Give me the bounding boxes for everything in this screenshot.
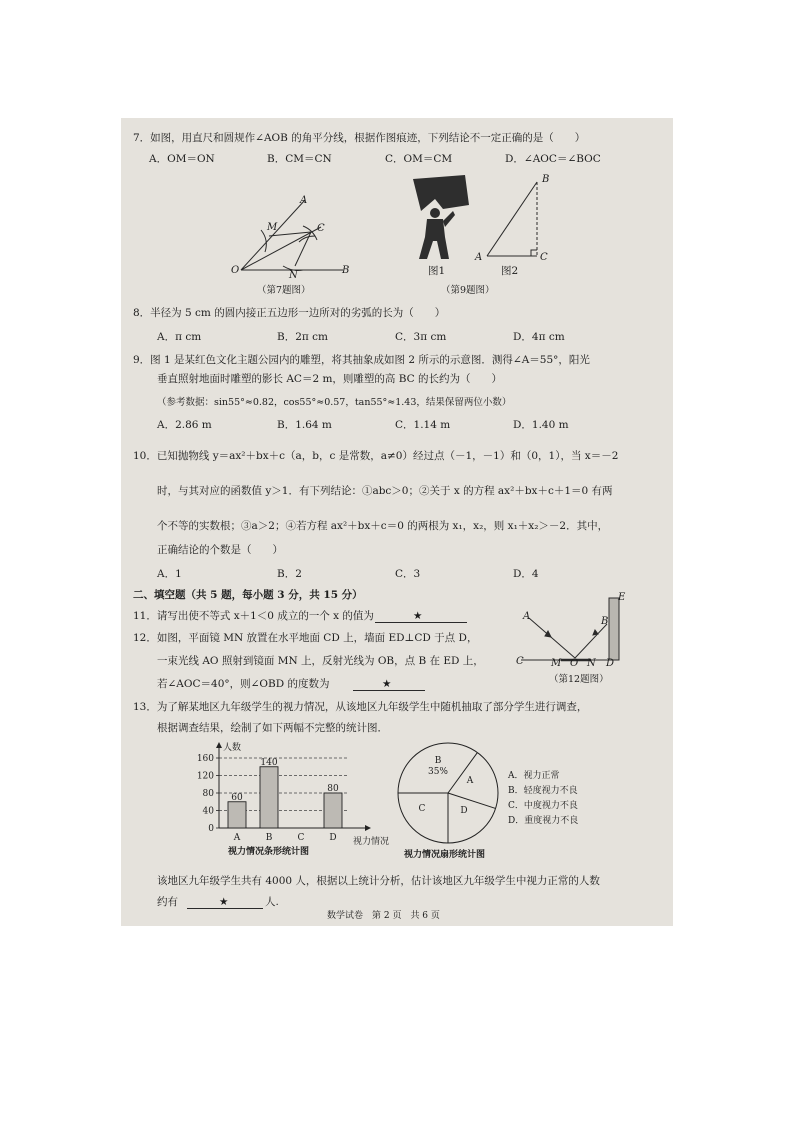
fig7-label-n: N — [289, 270, 298, 281]
fig9-caption: （第9题图） — [441, 285, 495, 296]
q9-option-d: D．1.40 m — [513, 419, 569, 431]
pie-legend-b: B．轻度视力不良 — [508, 786, 578, 796]
y-tick-label-40: 40 — [202, 806, 214, 817]
bar-value-label-B: 140 — [260, 757, 278, 768]
bar-chart-title: 视力情况条形统计图 — [228, 847, 310, 857]
q11-text: 11．请写出使不等式 x＋1＜0 成立的一个 x 的值为 — [133, 610, 374, 622]
pie-legend-c: C．中度视力不良 — [508, 801, 578, 811]
x-tick-label-C: C — [297, 833, 305, 843]
x-tick-label-B: B — [265, 833, 273, 843]
q8-stem: 8．半径为 5 cm 的圆内接正五边形一边所对的劣弧的长为（ ） — [133, 307, 446, 319]
fig7-label-c: C — [317, 223, 325, 234]
bar-value-label-D: 80 — [327, 784, 339, 794]
fig12-label-e: E — [618, 592, 626, 603]
q10-line4: 正确结论的个数是（ ） — [157, 544, 283, 556]
page-footer: 数学试卷 第 2 页 共 6 页 — [327, 911, 440, 921]
fig12-label-c: C — [516, 656, 524, 667]
fig7-caption: （第7题图） — [257, 285, 311, 296]
pie-slice-percent-B: 35% — [427, 767, 449, 777]
q13-line2: 根据调查结果，绘制了如下两幅不完整的统计图． — [157, 722, 388, 734]
y-axis-arrow — [216, 742, 222, 748]
bar-D — [324, 793, 342, 828]
x-tick-label-A: A — [233, 833, 241, 843]
fig7-label-o: O — [231, 265, 240, 276]
pie-legend-d: D．重度视力不良 — [508, 816, 579, 826]
pie-slice-label-B: B — [434, 756, 442, 766]
bar-chart — [193, 738, 393, 848]
q12-blank-star: ★ — [382, 678, 392, 690]
q10-option-a: A．1 — [157, 568, 182, 580]
q9-line2: 垂直照射地面时雕塑的影长 AC＝2 m，则雕塑的高 BC 的长约为（ ） — [157, 373, 503, 385]
q8-option-c: C．3π cm — [395, 331, 447, 343]
q10-option-c: C．3 — [395, 568, 421, 580]
q12-line3: 若∠AOC＝40°，则∠OBD 的度数为 — [157, 678, 330, 690]
q13-blank-star: ★ — [219, 896, 229, 908]
fig12-label-d: D — [606, 658, 615, 669]
bar-value-label-A: 60 — [231, 792, 243, 803]
q7-option-d: D．∠AOC＝∠BOC — [505, 153, 601, 165]
fig12-caption: （第12题图） — [549, 674, 609, 685]
q13-conclusion-suffix: 人. — [265, 896, 279, 908]
section2-title: 二、填空题（共 5 题，每小题 3 分，共 15 分） — [133, 589, 363, 601]
fig7-label-m: M — [267, 222, 278, 233]
pie-slice-label-D: D — [460, 806, 468, 816]
q9-option-c: C．1.14 m — [395, 419, 451, 431]
pie-chart-title: 视力情况扇形统计图 — [404, 850, 486, 860]
fig7-diagram — [239, 200, 359, 280]
q7-option-c: C．OM＝CM — [385, 153, 453, 165]
fig12-label-o: O — [570, 658, 579, 669]
q9-option-b: B．1.64 m — [277, 419, 332, 431]
fig12-diagram — [521, 596, 631, 666]
q10-option-d: D．4 — [513, 568, 539, 580]
fig7-label-b: B — [342, 265, 350, 276]
y-tick-label-160: 160 — [196, 754, 214, 764]
fig9-label-b: B — [542, 174, 550, 185]
q8-option-a: A．π cm — [157, 331, 202, 343]
pie-slice-label-C: C — [418, 804, 426, 814]
fig12-label-a: A — [523, 611, 531, 622]
q8-option-b: B．2π cm — [277, 331, 328, 343]
x-axis-label: 视力情况 — [353, 837, 390, 847]
q10-option-b: B．2 — [277, 568, 302, 580]
fig12-label-m: M — [551, 658, 562, 669]
q10-line3: 个不等的实数根；③a＞2；④若方程 ax²＋bx＋c＝0 的两根为 x₁，x₂，则 x₁＋x₂＞－2．其中， — [157, 520, 609, 532]
pie-divider-3 — [448, 793, 496, 808]
fig12-label-b: B — [601, 616, 609, 627]
q12-line1: 12．如图，平面镜 MN 放置在水平地面 CD 上，墙面 ED⊥CD 于点 D， — [133, 632, 478, 644]
pie-legend-a: A．视力正常 — [508, 771, 560, 781]
fig9-label-2: 图2 — [501, 265, 519, 277]
q7-option-b: B．CM＝CN — [267, 153, 332, 165]
x-axis-arrow — [365, 825, 371, 831]
q8-option-d: D．4π cm — [513, 331, 565, 343]
q10-line1: 10．已知抛物线 y＝ax²＋bx＋c（a，b，c 是常数，a≠0）经过点（－1，－1）和（0，1），当 x＝－2 — [133, 450, 619, 462]
statue-silhouette-image — [407, 175, 471, 261]
q7-option-a: A．OM＝ON — [149, 153, 215, 165]
q7-stem: 7．如图，用直尺和圆规作∠AOB 的角平分线，根据作图痕迹，下列结论不一定正确的是（ ） — [133, 132, 586, 144]
y-tick-label-0: 0 — [208, 824, 214, 834]
fig9-triangle — [485, 180, 545, 260]
q13-conclusion-prefix: 约有 — [157, 896, 178, 908]
fig9-label-a: A — [475, 252, 483, 263]
q10-line2: 时，与其对应的函数值 y＞1．有下列结论：①abc＞0；②关于 x 的方程 ax²＋bx＋c＋1＝0 有两 — [157, 485, 613, 497]
bar-B — [260, 767, 278, 828]
y-tick-label-120: 120 — [196, 771, 214, 782]
bar-A — [228, 802, 246, 828]
pie-chart — [393, 738, 503, 848]
fig7-label-a: A — [300, 195, 308, 206]
x-tick-label-D: D — [329, 833, 337, 843]
q9-option-a: A．2.86 m — [157, 419, 212, 431]
q11-blank-star: ★ — [413, 610, 423, 622]
q9-reference-data: （参考数据：sin55°≈0.82，cos55°≈0.57，tan55°≈1.43，结果保留两位小数） — [157, 397, 512, 408]
exam-page — [121, 118, 673, 926]
fig12-label-n: N — [587, 658, 596, 669]
q9-line1: 9．图 1 是某红色文化主题公园内的雕塑，将其抽象成如图 2 所示的示意图．测得∠A＝55°，阳光 — [133, 354, 590, 366]
fig9-label-1: 图1 — [428, 265, 446, 277]
y-tick-label-80: 80 — [202, 789, 214, 799]
pie-slice-label-A: A — [466, 776, 474, 786]
pie-divider-2 — [448, 753, 477, 793]
q13-conclusion-line1: 该地区九年级学生共有 4000 人，根据以上统计分析，估计该地区九年级学生中视力正常的人数 — [157, 875, 600, 887]
q12-line2: 一束光线 AO 照射到镜面 MN 上，反射光线为 OB，点 B 在 ED 上， — [157, 655, 484, 667]
y-axis-label: 人数 — [223, 743, 242, 753]
fig9-label-c: C — [540, 252, 548, 263]
q13-line1: 13．为了解某地区九年级学生的视力情况，从该地区九年级学生中随机抽取了部分学生进行调查， — [133, 701, 588, 713]
